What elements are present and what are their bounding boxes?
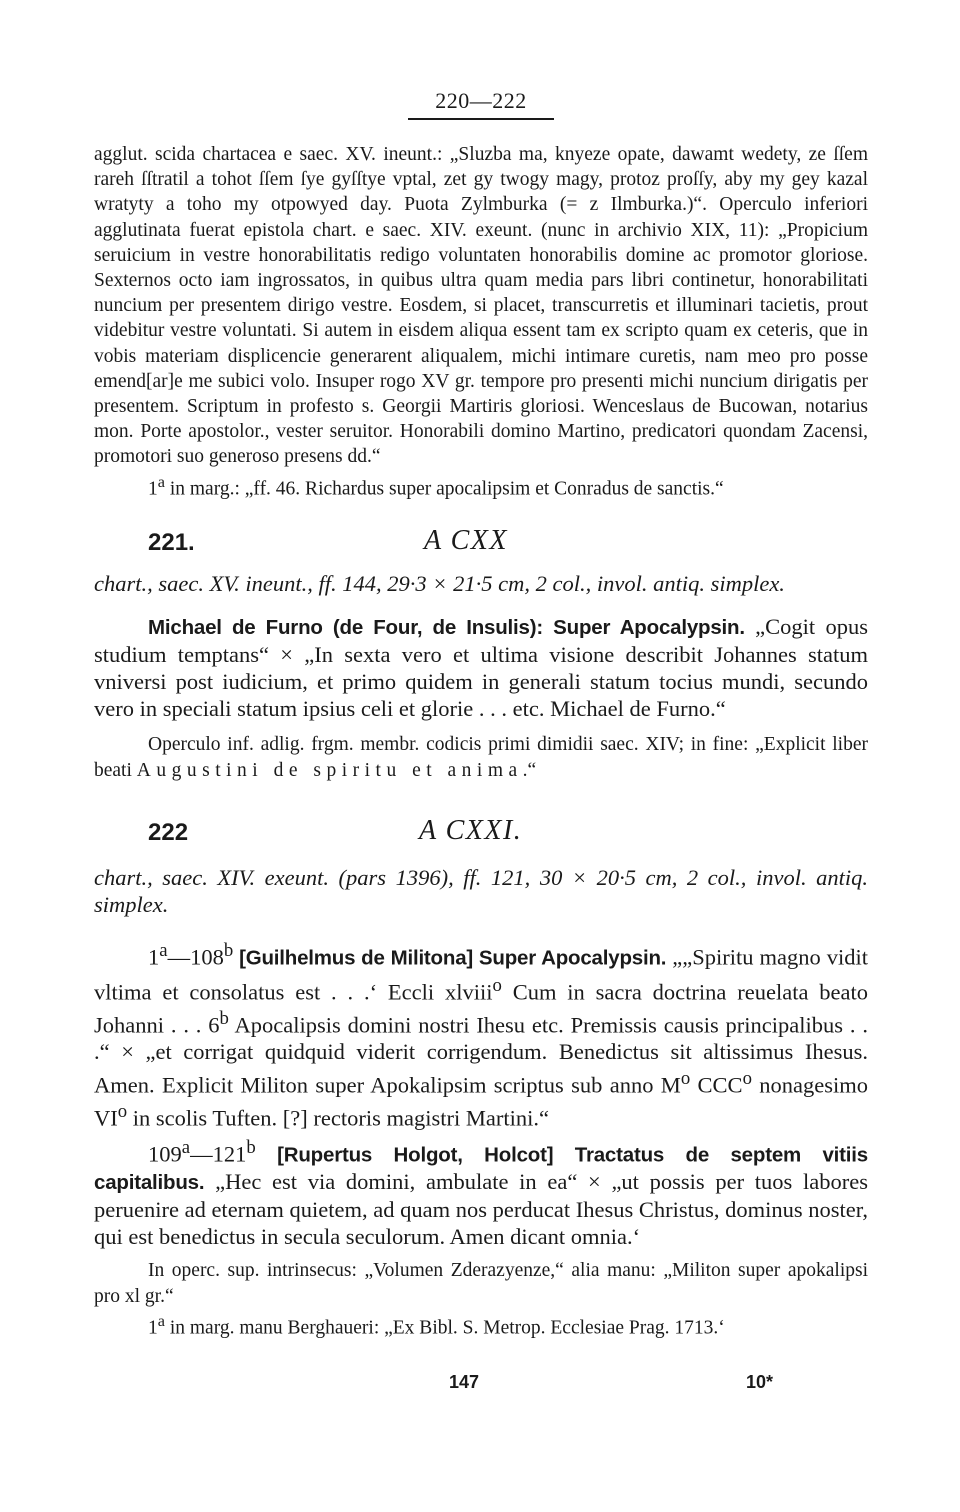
work-text: nonagesimo VI <box>94 1072 869 1131</box>
entry-222-item-1 <box>94 938 868 1132</box>
work-text: „„Spiritu magno vidit vltima et consolatus est . . .‘ Eccli xlviii <box>94 944 868 1005</box>
work-text: Cum in sacra doctrina reuelata beato Johanni . . . 6 <box>94 979 868 1038</box>
folio-side: a <box>159 940 168 962</box>
entry-221-note <box>94 732 868 782</box>
folio-side: a <box>181 1136 191 1158</box>
page-body <box>94 88 868 1340</box>
entry-221-heading <box>94 525 868 569</box>
entry-number: 222 <box>148 818 189 846</box>
superscript: b <box>219 1007 229 1029</box>
entry-222-heading <box>94 814 868 859</box>
folio-range: 109 <box>148 1141 182 1167</box>
margin-note-text: in marg.: „ff. 46. Richardus super apocalipsim et Conradus de sanctis.“ <box>164 478 724 500</box>
folio-range-end: —121 <box>190 1141 247 1167</box>
entry-222-note-margin <box>94 1309 868 1341</box>
note-end: .“ <box>522 759 537 781</box>
folio-side: a <box>157 472 165 491</box>
entry-222-note-binding: In operc. sup. intrinsecus: „Volumen Zderazyenze,“ alia manu: „Militon super apokalipsi pro xl gr.“ <box>94 1260 868 1307</box>
work-title: [Rupertus Holgot, Holcot] Tractatus de septem vitiis capitalibus. <box>94 1143 868 1194</box>
entry-220-continuation: agglut. scida chartacea e saec. XV. ineunt.: „Sluzba ma, knyeze opate, dawamt wedety, ze ſſem rareh ſſtratil a tohot ſſem ſye gyſſtye vptal, zet gy twogy magy, protoz proſſy, aby my gey kazal wratyty a toho my otpowyed day. Puota Zylmburka (= z Ilmburka.)“. Operculo inferiori agglutinata fuerat epistola chart. e saec. XIV. exeunt. (nunc in archivio XIX, 11): „Propicium seruicium in vestre honorabilitatis redigo voluntaten honorabilis domine ac promotor gloriose. Sexternos octo iam ingrossatos, in quibus ultra quam media pars libri continetur, honorabilitati nuncium per presentem dirigo vestre. Eosdem, si placet, transcurretis et illuminari tacietis, prout videbitur vestre voluntati. Si autem in eisdem aliqua essent tam ex scripto quam ex ceteris, que in vobis materiam displicencie generarent aliqualem, michi intimare curetis, nam meo pro posse emend[ar]e me subici volo. Insuper rogo XV gr. tempore pro presenti michi nuncium dirigatis per presentem. Scriptum in profesto s. Georgii Martiris gloriosi. Wenceslaus de Bucowan, notarius mon. Porte apostolor., vester seruitor. Honorabili domino Martino, predicatori quondam Zacensi, promotori suo generoso presens dd.“ <box>94 144 868 468</box>
note-spaced-text: Augustini de spiritu et anima <box>136 759 523 781</box>
page-footer <box>0 1372 960 1402</box>
entry-222-physical-description: chart., saec. XIV. exeunt. (pars 1396), ff. 121, 30 × 20·5 cm, 2 col., invol. antiq. simplex. <box>94 864 868 917</box>
folio-side: a <box>157 1311 165 1330</box>
work-title: [Guilhelmus de Militona] Super Apocalypsin. <box>233 946 667 970</box>
folio-range: 1 <box>148 944 160 970</box>
running-head: 220—222 <box>435 88 527 113</box>
running-head-rule <box>408 118 554 120</box>
superscript: o <box>117 1101 128 1123</box>
entry-221-content <box>94 614 868 722</box>
shelfmark: A CXX <box>424 525 508 557</box>
superscript: o <box>492 974 502 996</box>
work-title: Michael de Furno (de Four, de Insulis): Super Apocalypsin. <box>148 616 745 640</box>
note-text: Operculo inf. adlig. frgm. membr. codicis primi dimidii saec. XIV; in fine: „Explicit liber beati <box>94 734 868 781</box>
work-text: „Hec est via domini, ambulate in ea“ × „ut possis per tuos labores peruenire ad eternam quietem, ad quam nos perducat Ihesus Christus, dominus noster, qui est benedictus in secula seculorum. Amen dicant omnia.‘ <box>94 1168 868 1249</box>
folio-side: b <box>246 1136 256 1158</box>
work-text: Apocalipsis domini nostri Ihesu etc. Premissis causis principalibus . . .“ × „et corrigat quidquid viderit corrigendum. Benedictus sit altissimus Ihesus. Amen. Explicit Militon super Apokalipsim scriptus sub anno M <box>94 1012 868 1098</box>
entry-220-margin-note <box>94 470 868 502</box>
folio-number: 1 <box>148 1317 158 1339</box>
entry-222-item-2 <box>94 1135 868 1251</box>
work-text: CCC <box>690 1072 743 1098</box>
work-text: „Cogit opus studium temptans“ × „In sexta vero et ultima visione describit Johannes statum vniversi post iudicium, et primo quidem in generali statum tocius mundi, secundo vero in speciali statum ipsius celi et glorie . . . etc. Michael de Furno.“ <box>94 614 868 721</box>
work-text: in scolis Tuften. [?] rectoris magistri Martini.“ <box>127 1105 549 1131</box>
shelfmark: A CXXI. <box>419 814 523 846</box>
superscript: o <box>742 1068 752 1090</box>
entry-number: 221. <box>148 529 195 557</box>
note-text: in marg. manu Berghaueri: „Ex Bibl. S. Metrop. Ecclesiae Prag. 1713.‘ <box>164 1317 725 1339</box>
superscript: o <box>680 1068 691 1090</box>
page-number: 147 <box>449 1372 480 1392</box>
printer-signature-mark: 10* <box>746 1372 774 1392</box>
folio-number: 1 <box>148 478 158 500</box>
entry-221-physical-description: chart., saec. XV. ineunt., ff. 144, 29·3 × 21·5 cm, 2 col., invol. antiq. simplex. <box>94 571 785 597</box>
folio-range-end: —108 <box>167 944 224 970</box>
folio-side: b <box>223 940 234 962</box>
